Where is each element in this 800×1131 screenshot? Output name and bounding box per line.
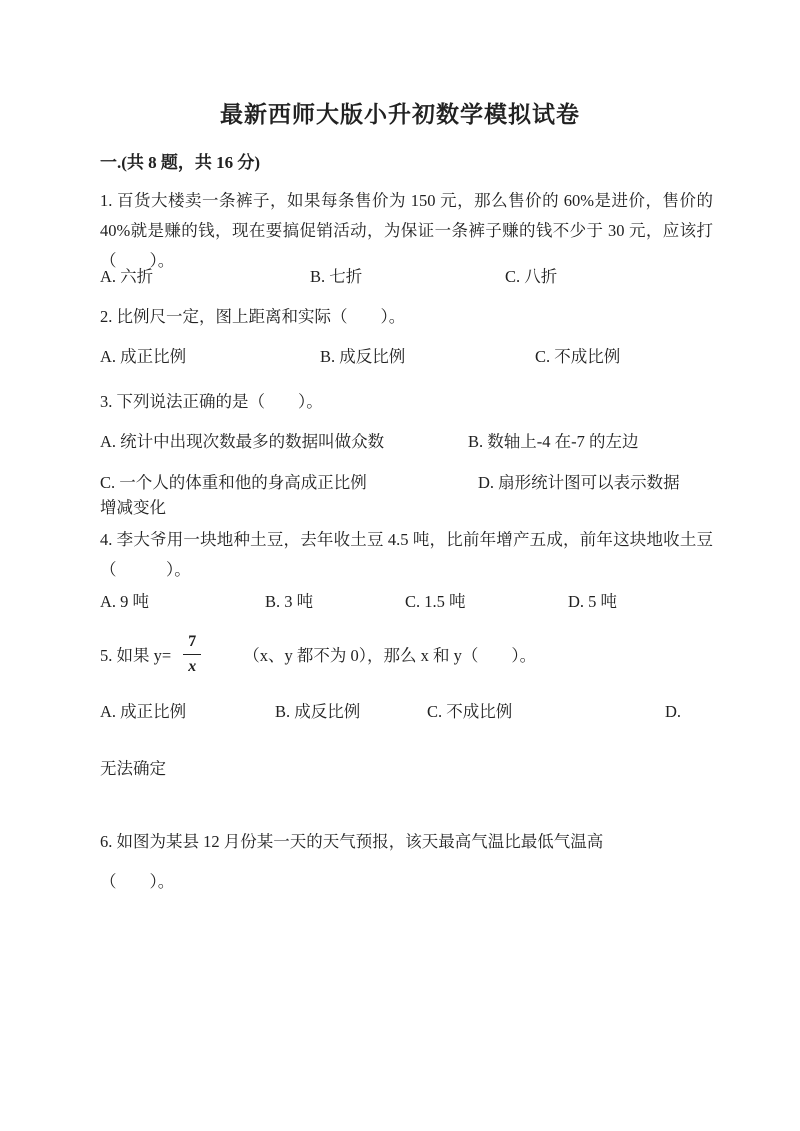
question-5-option-b: B. 成反比例 <box>275 702 361 721</box>
question-3-option-d: D. 扇形统计图可以表示数据 <box>478 473 680 492</box>
question-3-option-b: B. 数轴上-4 在-7 的左边 <box>468 432 639 451</box>
question-2-option-a: A. 成正比例 <box>100 347 187 366</box>
question-5-option-a: A. 成正比例 <box>100 702 187 721</box>
question-4-options <box>100 590 740 616</box>
question-3-option-d-wrap: 增减变化 <box>100 498 166 517</box>
question-5-suffix: （x、y 都不为 0），那么 x 和 y（ ）。 <box>243 646 537 665</box>
question-6-text-line-2: （ ）。 <box>100 872 175 891</box>
question-3-text: 3. 下列说法正确的是（ ）。 <box>100 392 323 411</box>
page-title: 最新西师大版小升初数学模拟试卷 <box>220 102 580 127</box>
question-5-prefix: 5. 如果 y= <box>100 646 172 665</box>
question-5-options <box>100 700 740 726</box>
question-4-option-d: D. 5 吨 <box>568 592 618 611</box>
question-1-option-a: A. 六折 <box>100 267 154 286</box>
question-4-text: 4. 李大爷用一块地种土豆，去年收土豆 4.5 吨，比前年增产五成，前年这块地收土豆（ ）。 <box>100 530 713 579</box>
fraction-seven-over-x <box>183 632 201 675</box>
fraction-denominator: x <box>188 657 197 675</box>
question-5-option-c: C. 不成比例 <box>427 702 513 721</box>
question-5-option-d-wrap: 无法确定 <box>100 759 166 778</box>
question-3-option-a: A. 统计中出现次数最多的数据叫做众数 <box>100 432 385 451</box>
section-header: 一.(共 8 题，共 16 分) <box>100 153 261 172</box>
question-2-option-c: C. 不成比例 <box>535 347 621 366</box>
question-6-text-line-1: 6. 如图为某县 12 月份某一天的天气预报，该天最高气温比最低气温高 <box>100 832 604 851</box>
question-3-options-row-2 <box>100 471 740 497</box>
question-5-text <box>100 628 536 680</box>
question-2-options <box>100 345 740 371</box>
question-2-option-b: B. 成反比例 <box>320 347 406 366</box>
fraction-numerator: 7 <box>183 632 201 654</box>
question-5-option-d: D. <box>665 702 682 721</box>
question-1-option-c: C. 八折 <box>505 267 558 286</box>
question-1-options <box>100 265 740 291</box>
question-4-option-b: B. 3 吨 <box>265 592 314 611</box>
question-1-text: 1. 百货大楼卖一条裤子，如果每条售价为 150 元，那么售价的 60%是进价，售价的 40%就是赚的钱，现在要搞促销活动，为保证一条裤子赚的钱不少于 30 元，应该打（ ）。 <box>100 191 718 270</box>
question-2-text: 2. 比例尺一定，图上距离和实际（ ）。 <box>100 307 406 326</box>
question-4-option-c: C. 1.5 吨 <box>405 592 466 611</box>
question-4-option-a: A. 9 吨 <box>100 592 150 611</box>
question-3-option-c: C. 一个人的体重和他的身高成正比例 <box>100 473 367 492</box>
question-1-option-b: B. 七折 <box>310 267 363 286</box>
question-3-options-row-1 <box>100 430 740 456</box>
